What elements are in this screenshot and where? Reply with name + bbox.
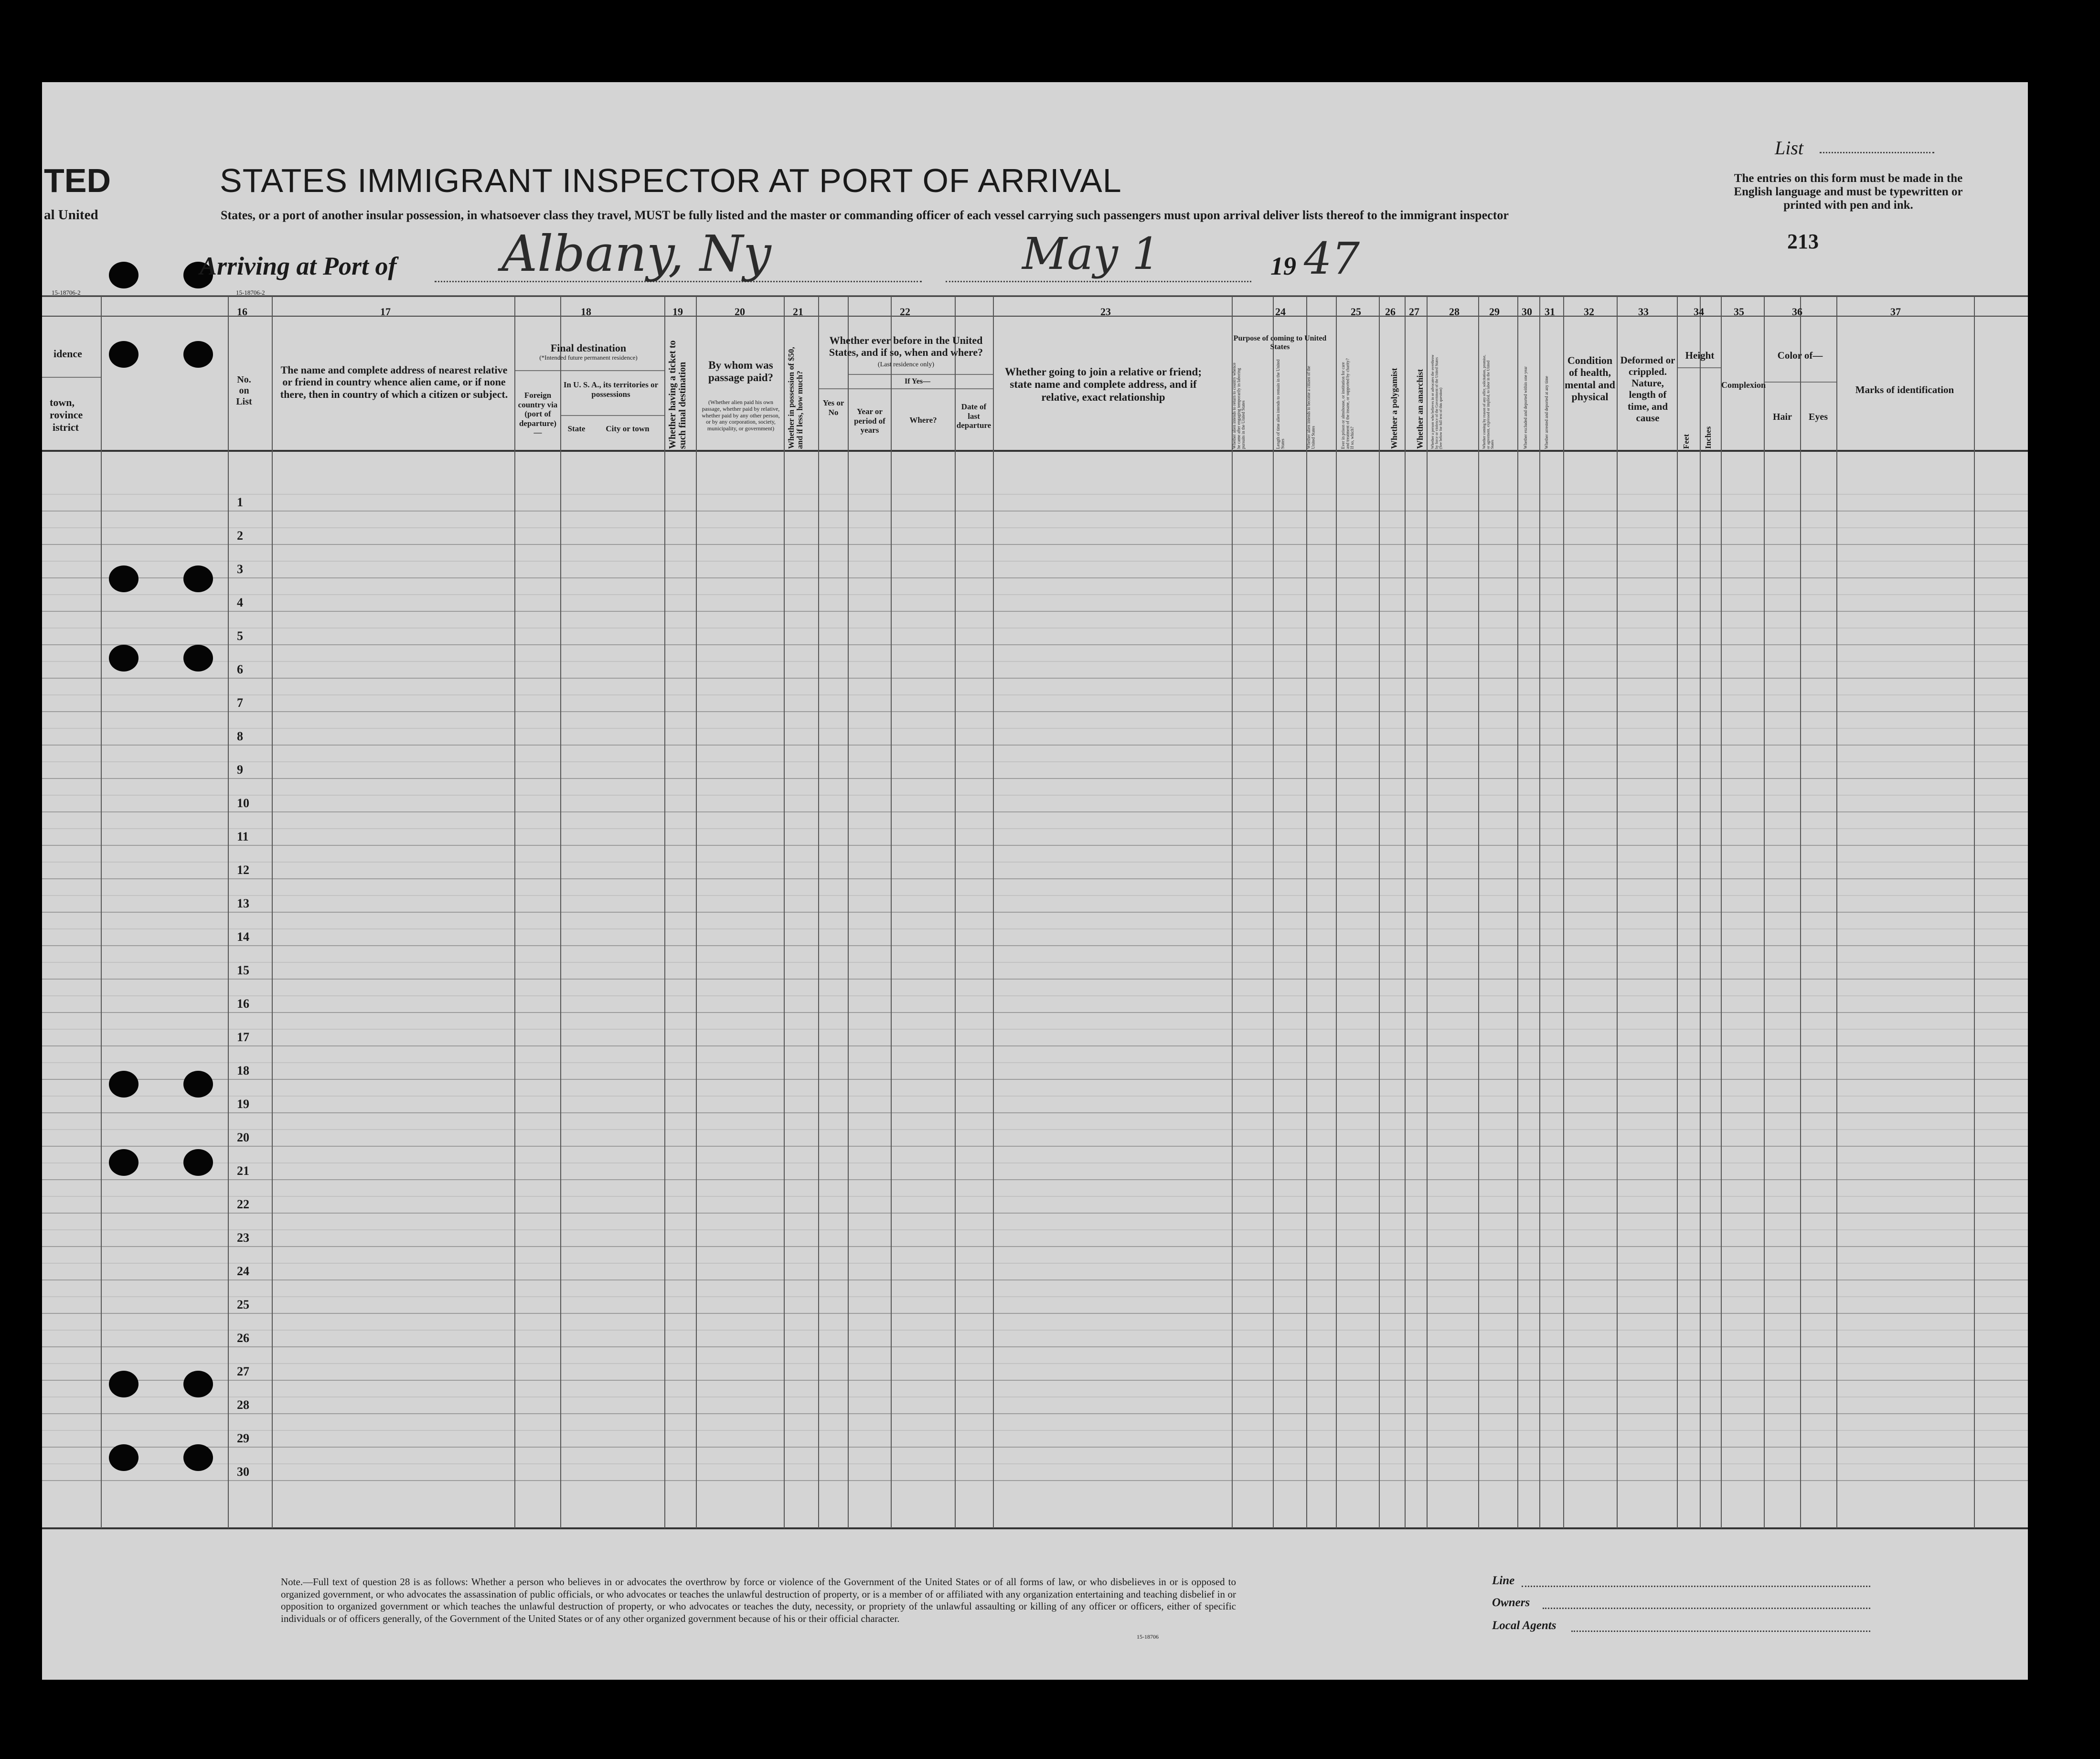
header-final-destination-note: (*Intended future permanent residence): [539, 354, 638, 361]
header-overthrow: Whether a person who believes in or advocates the overthrow by force or violence of the Government of the United States (See below for full text of this question): [1430, 354, 1443, 449]
row-number: 22: [237, 1197, 249, 1211]
column-number: 26: [1385, 306, 1396, 318]
row-number: 9: [237, 763, 243, 777]
header-offer-labor: Whether coming by reason of any offer, solicitation, promise, or agreement, expressed or implied, to labor in the United States: [1482, 354, 1494, 449]
row-number: 18: [237, 1064, 249, 1077]
header-purpose-citizen: Whether alien intends to become a citizen of the United States: [1306, 366, 1316, 449]
column-number: 29: [1489, 306, 1500, 318]
form-code-mid: 15-18706-2: [236, 289, 265, 296]
row-number: 11: [237, 830, 249, 843]
header-color-of: Color of—: [1777, 350, 1823, 361]
header-complexion: Complexion: [1721, 380, 1766, 390]
header-date-last-departure: Date of last departure: [956, 402, 991, 430]
year-prefix: 19: [1270, 252, 1296, 280]
header-last-residence-note: (Last residence only): [877, 361, 935, 368]
column-number: 33: [1638, 306, 1649, 318]
punch-hole: [109, 341, 139, 368]
row-number: 19: [237, 1097, 249, 1111]
punch-hole: [183, 565, 213, 592]
column-number: 34: [1694, 306, 1704, 318]
row-number: 21: [237, 1164, 249, 1178]
row-number: 30: [237, 1465, 249, 1479]
punch-hole: [183, 645, 213, 672]
footer-line-field: [1522, 1586, 1870, 1587]
header-where: Where?: [909, 416, 937, 425]
row-number: 8: [237, 729, 243, 743]
header-feet: Feet: [1682, 434, 1691, 449]
header-possession-50: Whether in possession of $50, and if less, how much?: [787, 347, 804, 449]
column-number: 31: [1545, 306, 1555, 318]
header-inches: Inches: [1704, 426, 1713, 449]
punch-hole: [183, 1371, 213, 1397]
date-line: [946, 281, 1251, 282]
column-number: 17: [380, 306, 391, 318]
row-number: 28: [237, 1398, 249, 1412]
header-purpose: Purpose of coming to United States: [1233, 334, 1327, 352]
header-purpose-length: Length of time alien intends to remain in the United States: [1276, 359, 1285, 449]
footer-owners-label: Owners: [1492, 1596, 1530, 1609]
header-ever-before-in-us: Whether ever before in the United States, and if so, when and where?: [829, 334, 983, 359]
punch-hole: [109, 1444, 139, 1471]
column-number: 35: [1734, 306, 1744, 318]
column-number: 20: [735, 306, 745, 318]
footer-line-label: Line: [1492, 1574, 1515, 1587]
instructions-note: The entries on this form must be made in the English language and must be typewritten or printed with pen and ink.: [1734, 172, 1963, 212]
row-number: 29: [237, 1431, 249, 1445]
column-number: 37: [1890, 306, 1901, 318]
row-number: 14: [237, 930, 249, 944]
note-form-code: 15-18706: [1137, 1633, 1159, 1640]
row-number: 4: [237, 596, 243, 609]
row-number: 6: [237, 662, 243, 676]
punch-hole: [183, 1444, 213, 1471]
column-number: 36: [1792, 306, 1802, 318]
header-in-usa: In U. S. A., its territories or possessions: [563, 380, 659, 399]
left-header-town: town,: [50, 396, 75, 408]
title-partial-left: TED: [44, 162, 111, 199]
header-nearest-relative: The name and complete address of nearest relative or friend in country whence alien came, or if none there, then in country of which a citizen or subject.: [280, 364, 508, 400]
column-number: 16: [237, 306, 247, 318]
page-title: STATES IMMIGRANT INSPECTOR AT PORT OF ARRIVAL: [220, 162, 1122, 199]
header-height: Height: [1685, 350, 1715, 361]
page-subtitle: States, or a port of another insular possession, in whatsoever class they travel, MUST be fully listed and the master or commanding officer of each vessel carrying such passengers must upon arrival deliver lists thereof to the immigrant inspector: [221, 208, 1509, 222]
header-no-on-list: No. on List: [236, 374, 252, 407]
header-anarchist: Whether an anarchist: [1415, 369, 1425, 449]
column-number: 32: [1584, 306, 1594, 318]
row-number: 3: [237, 562, 243, 576]
header-health: Condition of health, mental and physical: [1565, 354, 1615, 403]
punch-hole: [109, 1071, 139, 1098]
subtitle-partial-left: al United: [44, 207, 98, 223]
column-number: 21: [793, 306, 803, 318]
header-excluded: Whether excluded and deported within one year: [1523, 366, 1528, 449]
left-header-idence: idence: [53, 348, 82, 360]
header-prison: Ever in prison or almshouse, or institution for care and treatment of the insane, or supported by charity? If so, which?: [1341, 358, 1354, 449]
punch-hole: [109, 1149, 139, 1176]
header-join-relative: Whether going to join a relative or friend; state name and complete address, and if relative, exact relationship: [1004, 366, 1202, 403]
row-number: 25: [237, 1298, 249, 1311]
row-number: 26: [237, 1331, 249, 1345]
row-number: 12: [237, 863, 249, 877]
port-value: Albany, Ny: [501, 224, 771, 283]
footer-owners-field: [1543, 1608, 1870, 1609]
row-number: 5: [237, 629, 243, 643]
left-header-province: rovince: [50, 409, 83, 421]
column-number: 25: [1351, 306, 1361, 318]
row-number: 13: [237, 896, 249, 910]
punch-hole: [109, 645, 139, 672]
header-eyes: Eyes: [1809, 412, 1828, 422]
column-number: 22: [900, 306, 910, 318]
punch-hole: [183, 341, 213, 368]
header-yes-or-no: Yes or No: [822, 398, 844, 417]
header-deformed: Deformed or crippled. Nature, length of time, and cause: [1620, 354, 1675, 424]
column-number: 23: [1100, 306, 1111, 318]
row-number: 16: [237, 997, 249, 1011]
footer-agents-field: [1571, 1631, 1870, 1632]
date-value: May 1: [1022, 228, 1160, 279]
header-ticket: Whether having a ticket to such final destination: [667, 340, 688, 449]
left-header-district: istrict: [53, 421, 79, 433]
arriving-label: Arriving at Port of: [200, 252, 397, 280]
header-final-destination: Final destination: [550, 342, 627, 354]
row-number: 7: [237, 696, 243, 710]
row-number: 1: [237, 495, 243, 509]
header-foreign-country: Foreign country via (port of departure)—: [518, 391, 558, 437]
header-if-yes: If Yes—: [904, 377, 931, 385]
question-28-note: Note.—Full text of question 28 is as follows: Whether a person who believes in or advocates the overthrow by force or violence of the Government of the United States or of all forms of law, or who disbelieves in or is opposed to organized government, or who advocates the assassination of public officials, or who advocates or teaches the unlawful destruction of property, or is a member of or affiliated with any organization entertaining and teaching disbelief in or opposition to organized government or which teaches the unlawful destruction of property, or who advocates or teaches the duty, necessity, or propriety of the unlawful assaulting or killing of any officer or officers, either of specific individuals or of officers generally, of the Government of the United States or of any other organized government because of his or their official character.: [281, 1576, 1236, 1624]
header-year-or-period: Year or period of years: [854, 407, 885, 435]
punch-hole: [183, 1149, 213, 1176]
row-number: 15: [237, 963, 249, 977]
column-number: 28: [1449, 306, 1460, 318]
footer-agents-label: Local Agents: [1492, 1619, 1556, 1632]
list-number-line: [1820, 152, 1934, 153]
punch-hole: [109, 565, 139, 592]
header-passage-paid-note: (Whether alien paid his own passage, whether paid by relative, whether paid by any other person, or by any corporation, society, municipality, or government): [702, 399, 780, 432]
column-number: 24: [1275, 306, 1286, 318]
punch-hole: [183, 1071, 213, 1098]
page-number: 213: [1787, 230, 1819, 253]
list-label: List: [1775, 137, 1804, 159]
header-state: State: [567, 424, 586, 433]
header-purpose-return: Whether alien intends to return to country whence he came after engaging temporarily in laboring pursuits in the United States: [1232, 362, 1246, 449]
column-number: 18: [581, 306, 591, 318]
header-arrested: Whether arrested and deported at any time: [1544, 376, 1549, 449]
row-number: 23: [237, 1231, 249, 1245]
column-number: 19: [672, 306, 683, 318]
header-city-or-town: City or town: [606, 424, 650, 433]
row-number: 10: [237, 796, 249, 810]
row-number: 2: [237, 529, 243, 543]
row-number: 20: [237, 1130, 249, 1144]
header-marks-identification: Marks of identification: [1855, 384, 1954, 395]
header-hair: Hair: [1773, 412, 1792, 422]
row-number: 27: [237, 1365, 249, 1378]
year-value: 47: [1304, 233, 1360, 284]
punch-hole: [109, 1371, 139, 1397]
column-number: 27: [1409, 306, 1419, 318]
header-passage-paid: By whom was passage paid?: [708, 359, 774, 384]
form-code-left: 15-18706-2: [52, 289, 81, 296]
column-number: 30: [1522, 306, 1532, 318]
row-number: 17: [237, 1030, 249, 1044]
punch-hole: [109, 262, 139, 288]
row-number: 24: [237, 1264, 249, 1278]
header-polygamist: Whether a polygamist: [1389, 368, 1399, 449]
